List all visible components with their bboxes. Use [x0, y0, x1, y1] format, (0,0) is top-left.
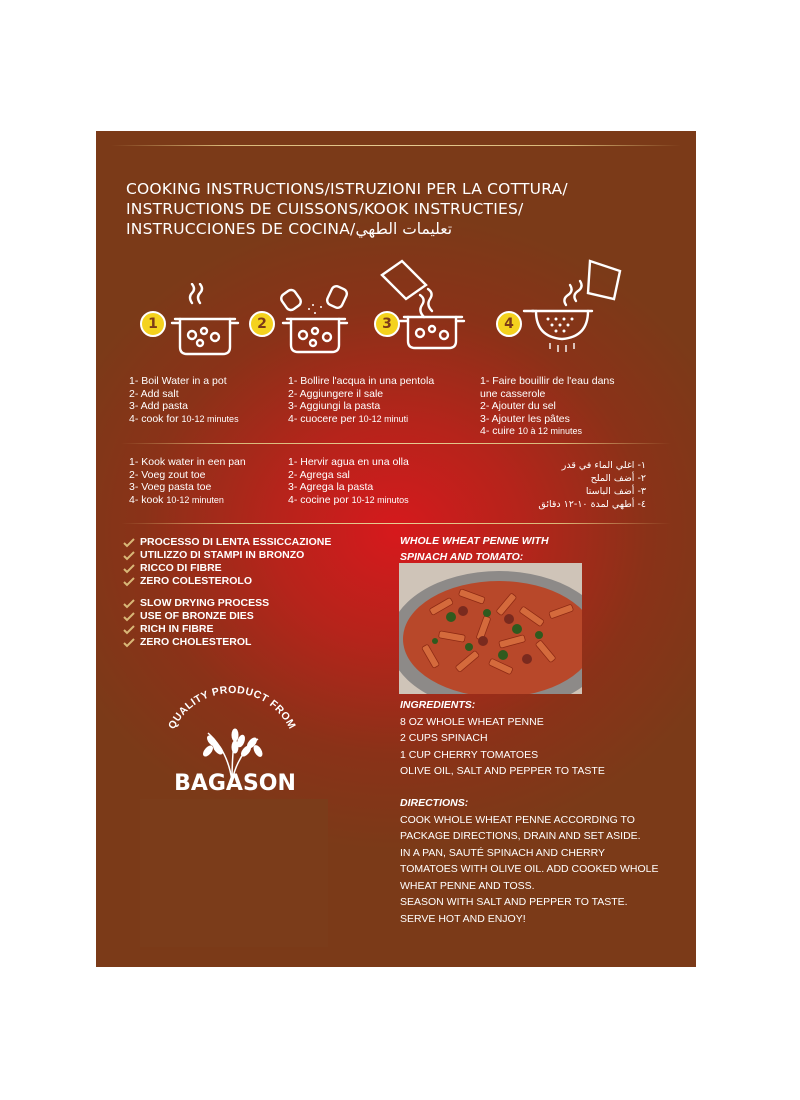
instruction-line: ١- اغلي الماء في قدر: [561, 460, 646, 471]
ingredient-item: OLIVE OIL, SALT AND PEPPER TO TASTE: [400, 765, 605, 777]
features-english: [123, 597, 269, 649]
checkmark-icon: [123, 625, 135, 635]
checkmark-icon: [123, 577, 135, 587]
instructions-arabic: [496, 459, 646, 511]
instruction-line: 2- Agrega sal: [288, 468, 350, 481]
instruction-line: 1- Boil Water in a pot: [129, 375, 227, 387]
ingredient-item: 2 CUPS SPINACH: [400, 732, 488, 744]
penne-dish-photo: [399, 563, 582, 694]
title-line: INSTRUCCIONES DE COCINA/تعليمات الطهي: [126, 220, 453, 238]
recipe-title-line: WHOLE WHEAT PENNE WITH: [400, 535, 549, 547]
cook-time: 10-12 minuten: [166, 494, 224, 505]
step-number-badge: 2: [249, 311, 275, 337]
instruction-line: 4- cook for: [129, 412, 182, 425]
instructions-dutch: [129, 456, 246, 506]
instruction-line: 2- Ajouter du sel: [480, 400, 556, 413]
bagason-logo: [146, 685, 316, 815]
direction-line: SERVE HOT AND ENJOY!: [400, 912, 526, 925]
ingredient-item: 1 CUP CHERRY TOMATOES: [400, 748, 539, 761]
recipe-ingredients: [400, 697, 605, 780]
step-4: [496, 281, 636, 361]
instruction-line: 4- cocine por: [288, 493, 352, 506]
feature-item: USE OF BRONZE DIES: [123, 610, 269, 623]
logo-brand: BAGASON: [174, 771, 296, 796]
direction-line: COOK WHOLE WHEAT PENNE ACCORDING TO: [400, 813, 635, 826]
instruction-line: 4- cuocere per: [288, 412, 359, 425]
instruction-line: ٢- أضف الملح: [590, 473, 646, 484]
ingredient-item: 8 OZ WHOLE WHEAT PENNE: [400, 715, 544, 728]
direction-line: IN A PAN, SAUTÉ SPINACH AND CHERRY: [400, 846, 605, 859]
instruction-line: 3- Agrega la pasta: [288, 481, 374, 494]
step-number-badge: 1: [140, 311, 166, 337]
lower-gold-divider: [121, 523, 671, 524]
checkmark-icon: [123, 612, 135, 622]
step-1: [140, 281, 240, 361]
step-2: [249, 281, 359, 361]
instruction-line: ٣- أضف الباستا: [585, 486, 646, 497]
instruction-line: 3- Aggiungi la pasta: [288, 400, 381, 413]
instructions-italian: [288, 375, 434, 425]
middle-gold-divider: [121, 443, 671, 444]
feature-item: UTILIZZO DI STAMPI IN BRONZO: [123, 549, 331, 562]
direction-line: SEASON WITH SALT AND PEPPER TO TASTE.: [400, 896, 628, 908]
instruction-line: 1- Faire bouillir de l'eau dans: [480, 375, 615, 387]
ingredients-heading: INGREDIENTS:: [400, 699, 476, 711]
salt-shaker-pot-icon: [275, 283, 365, 363]
top-gold-divider: [111, 145, 681, 146]
boiling-pot-icon: [170, 283, 240, 363]
penne-dish-image: [399, 563, 582, 694]
instructions-english: [129, 375, 239, 425]
feature-item: PROCESSO DI LENTA ESSICCAZIONE: [123, 536, 331, 549]
recipe-title: [400, 533, 549, 565]
cook-time: 10-12 minuti: [358, 413, 409, 424]
instruction-line: 2- Aggiungere il sale: [288, 387, 384, 400]
title-line: COOKING INSTRUCTIONS/ISTRUZIONI PER LA COTTURA/: [126, 180, 568, 198]
checkmark-icon: [123, 638, 135, 648]
checkmark-icon: [123, 564, 135, 574]
directions-heading: DIRECTIONS:: [400, 797, 469, 809]
instruction-line: 4- kook: [129, 493, 167, 506]
feature-item: ZERO CHOLESTEROL: [123, 636, 269, 649]
svg-text:QUALITY PRODUCT FROM: [166, 685, 298, 731]
instruction-line: 2- Voeg zout toe: [129, 468, 206, 481]
instruction-line: 1- Bollire l'acqua in una pentola: [288, 375, 435, 387]
instruction-line: 3- Add pasta: [129, 400, 188, 413]
title-line: INSTRUCTIONS DE CUISSONS/KOOK INSTRUCTIES/: [126, 200, 524, 218]
feature-item: ZERO COLESTEROLO: [123, 575, 331, 588]
instructions-spanish: [288, 456, 409, 506]
instruction-line: 2- Add salt: [129, 387, 179, 400]
checkmark-icon: [123, 551, 135, 561]
blank-label-area: [140, 799, 328, 947]
cook-time: 10-12 minutos: [351, 494, 409, 505]
feature-item: RICH IN FIBRE: [123, 623, 269, 636]
instruction-line: 3- Voeg pasta toe: [129, 481, 212, 494]
instruction-line: ٤- أطهي لمدة ١٠-١٢ دقائق: [538, 499, 646, 510]
feature-item: SLOW DRYING PROCESS: [123, 597, 269, 610]
instruction-line: 1- Hervir agua en una olla: [288, 456, 409, 468]
instructions-french: [480, 375, 615, 438]
package-back-panel: [96, 131, 696, 967]
strainer-icon: [522, 255, 632, 355]
cooking-instructions-title: [126, 179, 646, 239]
recipe-title-line: SPINACH AND TOMATO:: [400, 551, 524, 563]
instruction-line: 4- cuire: [480, 425, 518, 438]
cook-time: 10 à 12 minutes: [517, 426, 582, 437]
instruction-line: 3- Ajouter les pâtes: [480, 412, 570, 425]
step-number-badge: 4: [496, 311, 522, 337]
features-italian: [123, 536, 331, 588]
direction-line: WHEAT PENNE AND TOSS.: [400, 879, 535, 892]
feature-item: RICCO DI FIBRE: [123, 562, 331, 575]
step-3: [374, 281, 484, 361]
checkmark-icon: [123, 599, 135, 609]
recipe-directions: [400, 795, 658, 927]
logo-arc-text: QUALITY PRODUCT FROM: [166, 685, 298, 732]
pasta-bag-pot-icon: [376, 255, 476, 355]
step-number-badge: 3: [374, 311, 400, 337]
direction-line: TOMATOES WITH OLIVE OIL. ADD COOKED WHOLE: [400, 863, 659, 875]
cook-time: 10-12 minutes: [181, 413, 239, 424]
instruction-line: une casserole: [480, 387, 546, 400]
checkmark-icon: [123, 538, 135, 548]
instruction-line: 1- Kook water in een pan: [129, 456, 246, 468]
direction-line: PACKAGE DIRECTIONS, DRAIN AND SET ASIDE.: [400, 830, 641, 842]
